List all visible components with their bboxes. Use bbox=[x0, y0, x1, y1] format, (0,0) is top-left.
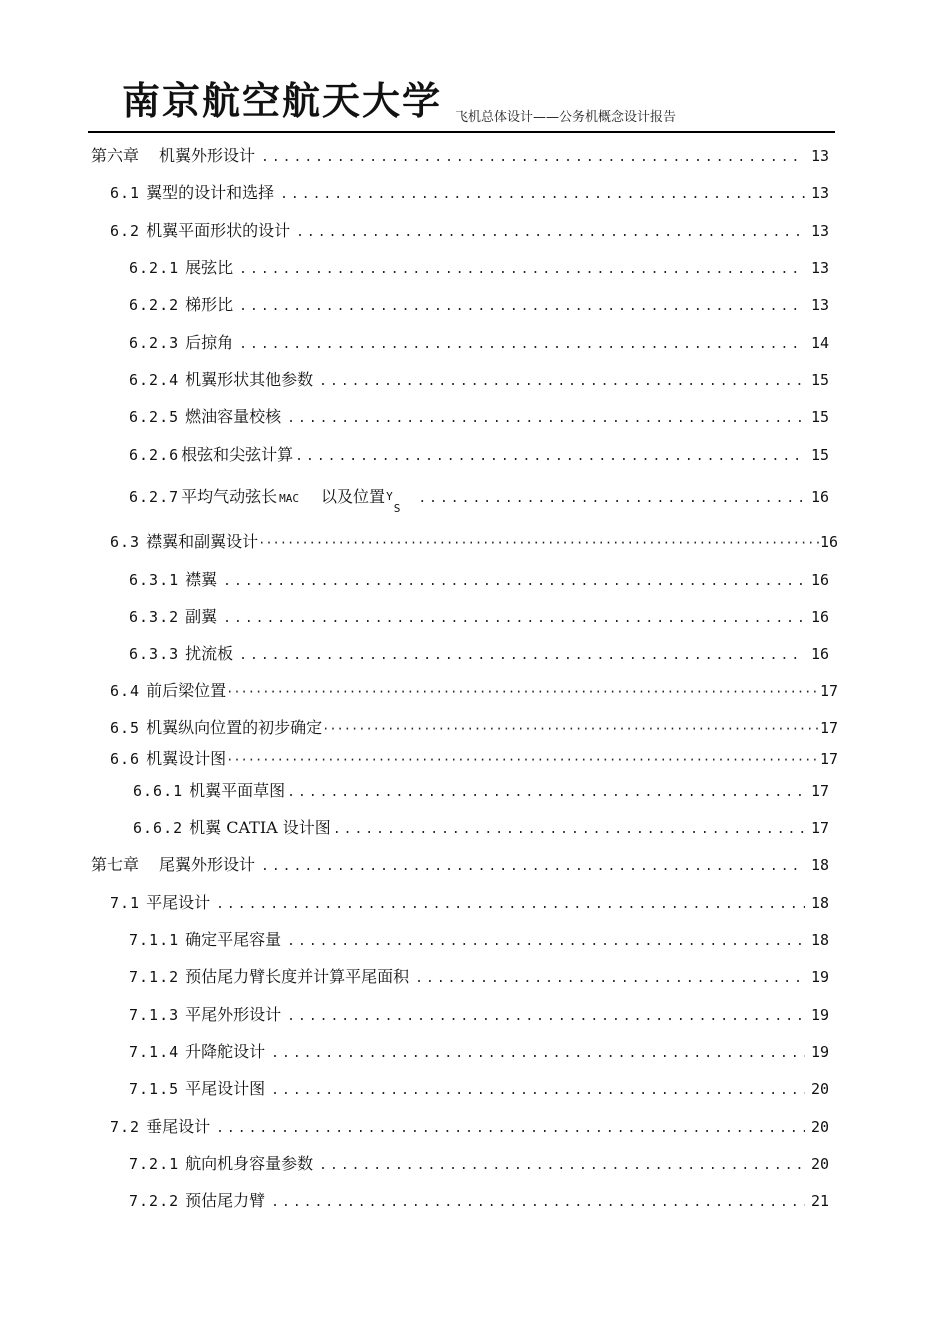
toc-number: 6.3.2 bbox=[129, 608, 180, 626]
toc-page: 14 bbox=[810, 334, 829, 352]
toc-leader bbox=[226, 685, 820, 700]
toc-leader bbox=[319, 374, 805, 389]
toc-page: 16 bbox=[819, 533, 838, 551]
toc-entry[interactable] bbox=[129, 1076, 829, 1099]
toc-number: 6.2 bbox=[110, 222, 141, 240]
toc-page: 19 bbox=[810, 1043, 829, 1061]
toc-number: 6.5 bbox=[110, 719, 141, 737]
toc-entry[interactable] bbox=[129, 330, 829, 353]
toc-title: 平尾外形设计 bbox=[185, 1005, 282, 1024]
toc-entry[interactable] bbox=[110, 715, 838, 738]
toc-title: 襟翼 bbox=[185, 570, 218, 589]
toc-title: 预估尾力臂长度并计算平尾面积 bbox=[185, 967, 410, 986]
toc-title: 升降舵设计 bbox=[185, 1042, 266, 1061]
report-subtitle: 飞机总体设计——公务机概念设计报告 bbox=[455, 110, 677, 125]
toc-title: 平均气动弦长 bbox=[181, 487, 278, 506]
toc-page: 16 bbox=[810, 608, 829, 626]
toc-number: 6.2.7 bbox=[129, 488, 180, 506]
toc-entry[interactable] bbox=[129, 404, 829, 427]
toc-leader bbox=[226, 753, 820, 768]
toc-number: 6.2.6 bbox=[129, 446, 180, 464]
toc-leader bbox=[319, 1158, 805, 1173]
toc-leader bbox=[223, 611, 805, 626]
toc-entry[interactable] bbox=[129, 1188, 829, 1211]
toc-page: 15 bbox=[810, 408, 829, 426]
page-header bbox=[0, 0, 950, 135]
toc-page: 13 bbox=[810, 259, 829, 277]
toc-title: 机翼形状其他参数 bbox=[185, 370, 314, 389]
toc-page: 16 bbox=[810, 488, 829, 506]
toc-page: 19 bbox=[810, 1006, 829, 1024]
toc-leader bbox=[271, 1083, 805, 1098]
toc-title: 展弦比 bbox=[185, 258, 234, 277]
toc-title: 扰流板 bbox=[185, 644, 234, 663]
toc-entry[interactable] bbox=[133, 815, 829, 838]
toc-leader bbox=[333, 822, 805, 837]
toc-title-mid: 以及位置 bbox=[321, 487, 386, 506]
toc-entry[interactable] bbox=[110, 529, 838, 552]
toc-page: 16 bbox=[810, 571, 829, 589]
toc-number: 6.6.2 bbox=[133, 819, 184, 837]
toc-entry[interactable] bbox=[110, 890, 829, 913]
toc-leader bbox=[296, 225, 805, 240]
toc-entry[interactable] bbox=[129, 604, 829, 627]
toc-title: 航向机身容量参数 bbox=[185, 1154, 314, 1173]
toc-number: 7.2.2 bbox=[129, 1192, 180, 1210]
toc-entry[interactable] bbox=[129, 442, 829, 465]
toc-title: 确定平尾容量 bbox=[185, 930, 282, 949]
toc-title: 翼型的设计和选择 bbox=[146, 183, 275, 202]
toc-page: 15 bbox=[810, 371, 829, 389]
toc-number: 7.1.5 bbox=[129, 1080, 180, 1098]
toc-page: 20 bbox=[810, 1155, 829, 1173]
toc-page: 13 bbox=[810, 296, 829, 314]
toc-entry[interactable] bbox=[129, 1039, 829, 1062]
toc-page: 15 bbox=[810, 446, 829, 464]
toc-title: 平尾设计 bbox=[146, 893, 211, 912]
toc-entry[interactable] bbox=[129, 1002, 829, 1025]
toc-number: 7.2 bbox=[110, 1118, 141, 1136]
toc-title: 机翼平面草图 bbox=[189, 781, 286, 800]
toc-number: 6.3.1 bbox=[129, 571, 180, 589]
toc-number: 6.1 bbox=[110, 184, 141, 202]
toc-number: 6.6.1 bbox=[133, 782, 184, 800]
toc-leader bbox=[415, 971, 805, 986]
toc-page: 17 bbox=[819, 719, 838, 737]
toc-leader bbox=[287, 1009, 805, 1024]
toc-page: 17 bbox=[819, 750, 838, 768]
toc-leader bbox=[258, 536, 820, 551]
toc-leader bbox=[271, 1195, 805, 1210]
toc-entry[interactable] bbox=[91, 852, 829, 875]
toc-entry[interactable] bbox=[110, 678, 838, 701]
toc-title: 燃油容量校核 bbox=[185, 407, 282, 426]
toc-leader bbox=[287, 411, 805, 426]
toc-entry[interactable] bbox=[133, 778, 829, 801]
toc-number: 7.2.1 bbox=[129, 1155, 180, 1173]
toc-number: 7.1 bbox=[110, 894, 141, 912]
toc-leader bbox=[418, 491, 805, 506]
toc-leader bbox=[239, 648, 805, 663]
toc-page: 19 bbox=[810, 968, 829, 986]
toc-title-subscript: S bbox=[393, 502, 401, 515]
toc-title: 机翼设计图 bbox=[146, 749, 227, 768]
toc-leader bbox=[216, 897, 805, 912]
toc-entry[interactable] bbox=[110, 746, 838, 769]
toc-leader bbox=[239, 337, 805, 352]
toc-page: 13 bbox=[810, 184, 829, 202]
toc-entry[interactable] bbox=[129, 641, 829, 664]
toc-page: 20 bbox=[810, 1080, 829, 1098]
toc-leader bbox=[287, 785, 805, 800]
toc-title-symbol: Y bbox=[386, 490, 393, 503]
toc-title: 机翼外形设计 bbox=[159, 146, 256, 165]
toc-title: 平尾设计图 bbox=[185, 1079, 266, 1098]
toc-entry[interactable] bbox=[110, 218, 829, 241]
toc-leader bbox=[239, 262, 805, 277]
toc-page: 17 bbox=[819, 682, 838, 700]
toc-entry[interactable] bbox=[129, 255, 829, 278]
toc-number: 6.2.2 bbox=[129, 296, 180, 314]
toc-entry[interactable] bbox=[129, 1151, 829, 1174]
toc-leader bbox=[216, 1121, 805, 1136]
toc-page: 18 bbox=[810, 894, 829, 912]
toc-title: 机翼纵向位置的初步确定 bbox=[146, 718, 323, 737]
toc-number: 第六章 bbox=[91, 146, 140, 165]
toc-title-abbrev: MAC bbox=[279, 492, 300, 505]
toc-title: 尾翼外形设计 bbox=[159, 855, 256, 874]
toc-leader bbox=[287, 934, 805, 949]
toc-entry[interactable] bbox=[129, 567, 829, 590]
toc-leader bbox=[239, 299, 805, 314]
toc-entry[interactable] bbox=[91, 143, 829, 166]
toc-number: 第七章 bbox=[91, 855, 140, 874]
toc-title: 预估尾力臂 bbox=[185, 1191, 266, 1210]
toc-title: 后掠角 bbox=[185, 333, 234, 352]
toc-number: 6.6 bbox=[110, 750, 141, 768]
toc-number: 6.3 bbox=[110, 533, 141, 551]
toc-leader bbox=[261, 859, 805, 874]
toc-title: 根弦和尖弦计算 bbox=[181, 445, 294, 464]
toc-number: 6.4 bbox=[110, 682, 141, 700]
toc-page: 16 bbox=[810, 645, 829, 663]
toc-entry[interactable] bbox=[129, 367, 829, 390]
toc-page: 18 bbox=[810, 931, 829, 949]
university-logo: 南京航空航天大学 bbox=[122, 78, 443, 123]
toc-leader bbox=[261, 150, 805, 165]
toc-number: 7.1.2 bbox=[129, 968, 180, 986]
toc-entry[interactable] bbox=[129, 927, 829, 950]
toc-number: 7.1.1 bbox=[129, 931, 180, 949]
toc-leader bbox=[280, 187, 805, 202]
toc-title: 机翼平面形状的设计 bbox=[146, 221, 291, 240]
toc-title: 襟翼和副翼设计 bbox=[146, 532, 259, 551]
toc-page: 13 bbox=[810, 147, 829, 165]
toc-number: 6.2.4 bbox=[129, 371, 180, 389]
toc-title: 前后梁位置 bbox=[146, 681, 227, 700]
toc-leader bbox=[271, 1046, 805, 1061]
header-rule bbox=[88, 131, 835, 133]
toc-entry[interactable] bbox=[110, 1114, 829, 1137]
toc-number: 7.1.4 bbox=[129, 1043, 180, 1061]
toc-leader bbox=[295, 449, 805, 464]
toc-page: 21 bbox=[810, 1192, 829, 1210]
toc-number: 6.3.3 bbox=[129, 645, 180, 663]
toc-entry[interactable] bbox=[129, 484, 829, 515]
toc-page: 18 bbox=[810, 856, 829, 874]
toc-number: 6.2.1 bbox=[129, 259, 180, 277]
toc-title: 梯形比 bbox=[185, 295, 234, 314]
toc-entry[interactable] bbox=[110, 180, 829, 203]
toc-number: 6.2.3 bbox=[129, 334, 180, 352]
toc-title: 副翼 bbox=[185, 607, 218, 626]
toc-entry[interactable] bbox=[129, 964, 829, 987]
toc-leader bbox=[223, 574, 805, 589]
toc-page: 20 bbox=[810, 1118, 829, 1136]
toc-title: 机翼 CATIA 设计图 bbox=[189, 818, 331, 837]
toc-number: 7.1.3 bbox=[129, 1006, 180, 1024]
toc-page: 17 bbox=[810, 782, 829, 800]
toc-page: 13 bbox=[810, 222, 829, 240]
toc-page: 17 bbox=[810, 819, 829, 837]
toc-number: 6.2.5 bbox=[129, 408, 180, 426]
toc-leader bbox=[322, 722, 820, 737]
toc-title: 垂尾设计 bbox=[146, 1117, 211, 1136]
toc-entry[interactable] bbox=[129, 292, 829, 315]
